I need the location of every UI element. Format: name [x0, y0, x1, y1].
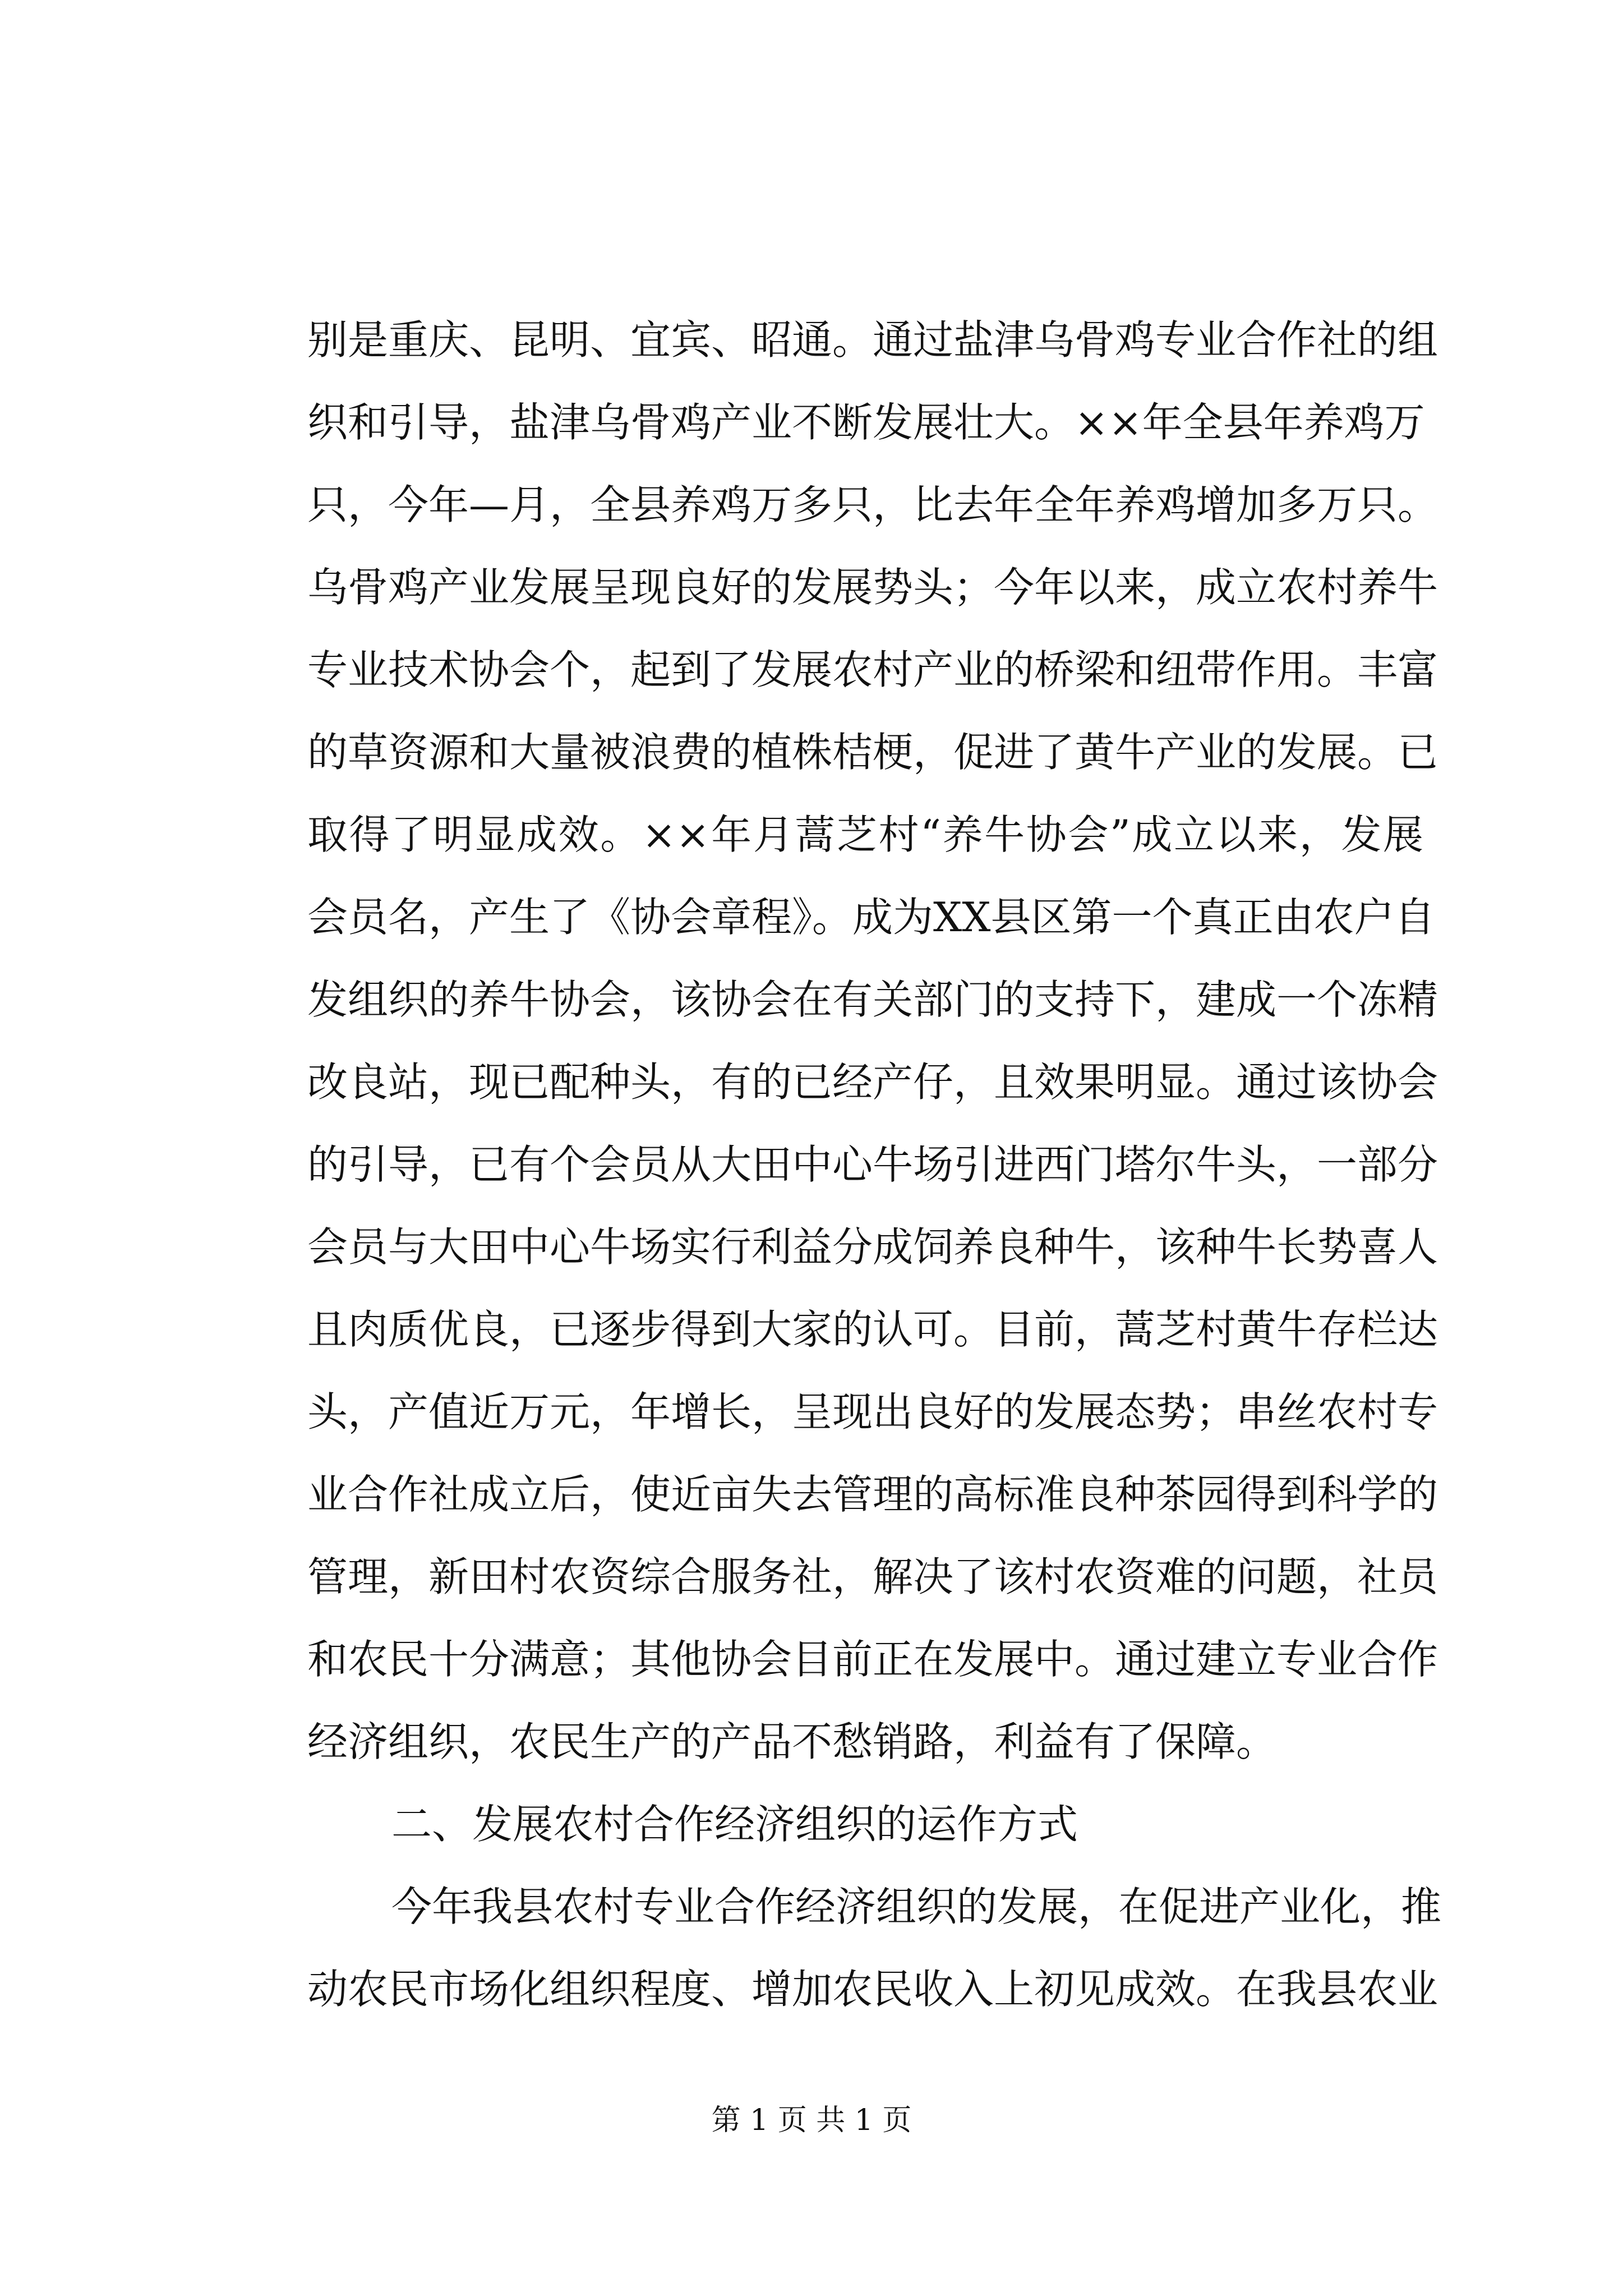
- paragraph-line: 取得了明显成效。××年月蒿芝村“养牛协会”成立以来，发展: [307, 811, 1423, 858]
- paragraph-line: 会员名，产生了《协会章程》。成为XX县区第一个真正由农户自: [307, 894, 1435, 941]
- paragraph-line: 动农民市场化组织程度、增加农民收入上初见成效。在我县农业: [307, 1966, 1438, 2013]
- paragraph-line: 头，产值近万元，年增长，呈现出良好的发展态势；串丝农村专: [307, 1388, 1438, 1435]
- paragraph-line: 的草资源和大量被浪费的植株桔梗，促进了黄牛产业的发展。已: [307, 729, 1438, 776]
- page-footer: [0, 2101, 1623, 2140]
- paragraph-line: 且肉质优良，已逐步得到大家的认可。目前，蒿芝村黄牛存栏达: [307, 1306, 1438, 1353]
- paragraph-line: 发组织的养牛协会，该协会在有关部门的支持下，建成一个冻精: [307, 976, 1438, 1023]
- paragraph-line: 业合作社成立后，使近亩失去管理的高标准良种茶园得到科学的: [307, 1471, 1438, 1518]
- paragraph-line: 只，今年—月，全县养鸡万多只，比去年全年养鸡增加多万只。: [307, 481, 1438, 528]
- paragraph-line: 今年我县农村专业合作经济组织的发展，在促进产业化，推: [391, 1883, 1442, 1930]
- paragraph-line: 会员与大田中心牛场实行利益分成饲养良种牛，该种牛长势喜人: [307, 1223, 1438, 1271]
- paragraph-line: 乌骨鸡产业发展呈现良好的发展势头；今年以来，成立农村养牛: [307, 564, 1438, 611]
- page-number-label: 第 1 页 共 1 页: [711, 2104, 912, 2137]
- paragraph-line: 管理，新田村农资综合服务社，解决了该村农资难的问题，社员: [307, 1553, 1438, 1600]
- document-body: [307, 299, 1442, 2031]
- paragraph-line: 经济组织，农民生产的产品不愁销路，利益有了保障。: [307, 1718, 1277, 1765]
- paragraph-line: 专业技术协会个，起到了发展农村产业的桥梁和纽带作用。丰富: [307, 646, 1438, 693]
- paragraph-line: 织和引导，盐津乌骨鸡产业不断发展壮大。××年全县年养鸡万: [307, 399, 1425, 446]
- section-heading: 二、发展农村合作经济组织的运作方式: [391, 1801, 1078, 1848]
- paragraph-line: 别是重庆、昆明、宜宾、昭通。通过盐津乌骨鸡专业合作社的组: [307, 316, 1438, 364]
- paragraph-line: 和农民十分满意；其他协会目前正在发展中。通过建立专业合作: [307, 1636, 1438, 1683]
- paragraph-line: 改良站，现已配种头，有的已经产仔，且效果明显。通过该协会: [307, 1059, 1438, 1106]
- paragraph-line: 的引导，已有个会员从大田中心牛场引进西门塔尔牛头，一部分: [307, 1141, 1438, 1188]
